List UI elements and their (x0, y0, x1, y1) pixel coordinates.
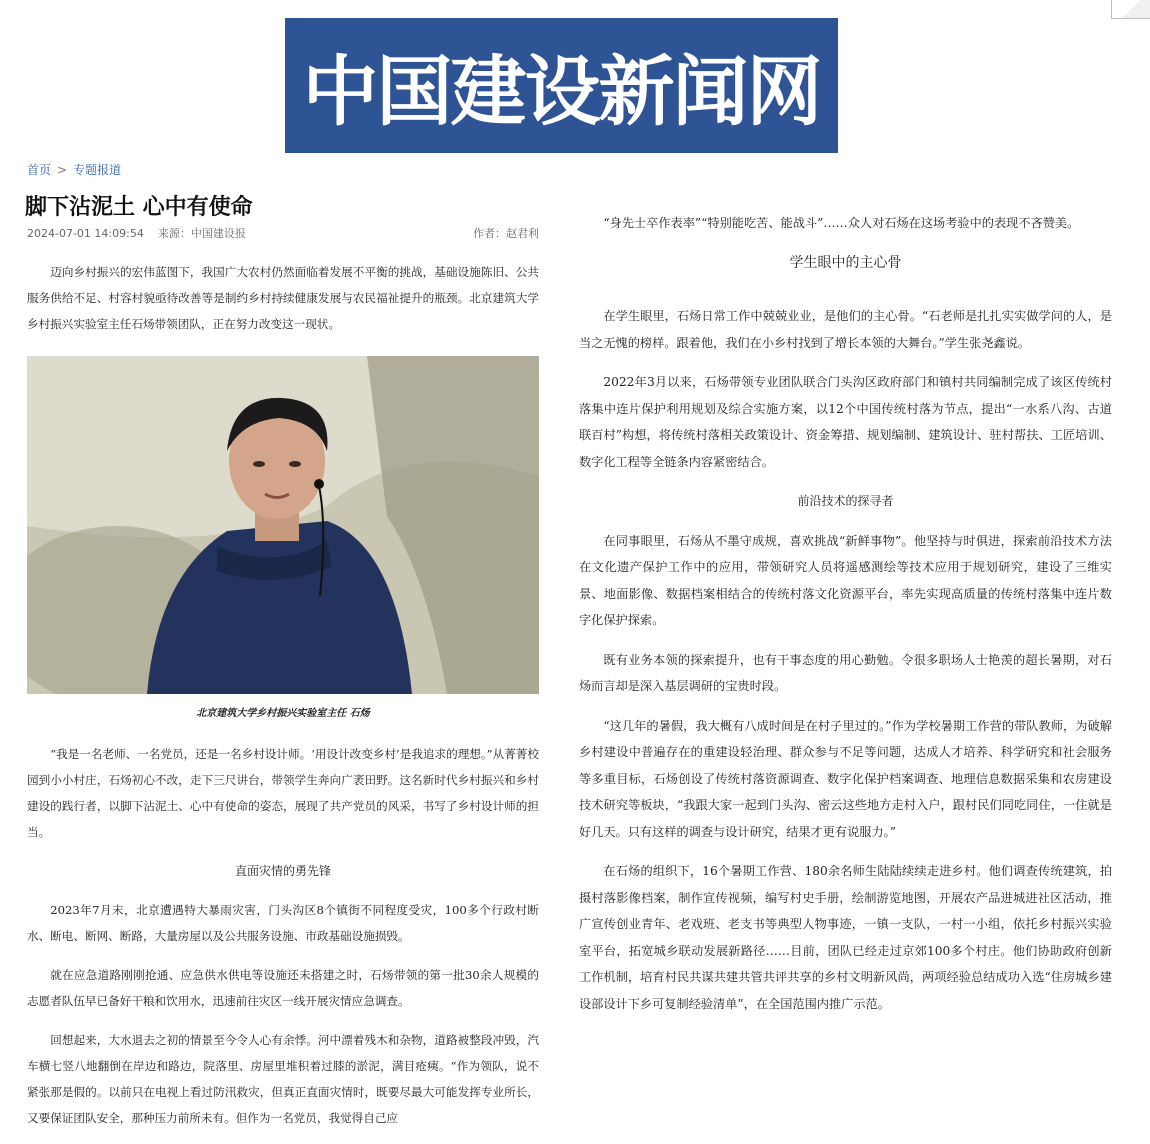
article-source: 来源：中国建设报 (157, 227, 246, 240)
breadcrumb-home-link[interactable]: 首页 (27, 163, 52, 177)
photo-caption: 北京建筑大学乡村振兴实验室主任 石炀 (196, 708, 370, 719)
site-logo-title: 中国建设新闻网 (302, 47, 821, 136)
article-title: 脚下沾泥土 心中有使命 (25, 195, 253, 220)
paragraph: 回想起来，大水退去之初的情景至今令人心有余悸。河中漂着残木和杂物，道路被整段冲毁，汽车横七竖八地翻倒在岸边和路边，院落里、房屋里堆积着过膝的淤泥，满目疮痍。“作为领队，说不紧张那是假的。以前只在电视上看过防汛救灾，但真正直面灾情时，既要尽最大可能发挥专业所长，又要保证团队安全，那种压力前所未有。但作为一名党员，我觉得自己应 (27, 1033, 539, 1125)
portrait-illustration (27, 356, 539, 694)
paragraph: 2023年7月末，北京遭遇特大暴雨灾害，门头沟区8个镇街不同程度受灾，100多个行政村断水、断电、断网、断路，大量房屋以及公共服务设施、市政基础设施损毁。 (27, 903, 539, 943)
paragraph: 既有业务本领的探索提升，也有干事态度的用心勤勉。令很多职场人士艳羡的超长暑期，对石炀而言却是深入基层调研的宝贵时段。 (579, 652, 1112, 693)
paragraph: 在同事眼里，石炀从不墨守成规，喜欢挑战“新鲜事物”。他坚持与时俱进，探索前沿技术方法在文化遗产保护工作中的应用，带领研究人员将遥感测绘等技术应用于规划研究，建设了三维实景、地面影像、数据档案相结合的传统村落文化资源平台，率先实现高质量的传统村落集中连片数字化保护探索。 (579, 533, 1112, 627)
breadcrumb-separator: > (57, 163, 68, 177)
page-corner-fold (1111, 0, 1150, 19)
section-heading: 直面灾情的勇先锋 (234, 864, 331, 878)
paragraph: 迈向乡村振兴的宏伟蓝图下，我国广大农村仍然面临着发展不平衡的挑战，基础设施陈旧、公共服务供给不足、村容村貌亟待改善等是制约乡村持续健康发展与农民福祉提升的瓶颈。北京建筑大学乡村振兴实验室主任石炀带领团队，正在努力改变这一现状。 (27, 265, 539, 331)
article-meta (27, 225, 539, 241)
paragraph: 就在应急道路刚刚抢通、应急供水供电等设施还未搭建之时，石炀带领的第一批30余人规模的志愿者队伍早已备好干粮和饮用水，迅速前往灾区一线开展灾情应急调查。 (27, 968, 539, 1008)
site-banner (285, 18, 838, 153)
paragraph: 2022年3月以来，石炀带领专业团队联合门头沟区政府部门和镇村共同编制完成了该区传统村落集中连片保护利用规划及综合实施方案，以12个中国传统村落为节点，提出“一水系八沟、古道联百村”构想，将传统村落相关政策设计、资金筹措、规划编制、建筑设计、驻村帮扶、工匠培训、数字化工程等全链条内容紧密结合。 (579, 375, 1112, 469)
paragraph: “这几年的暑假，我大概有八成时间是在村子里过的。”作为学校暑期工作营的带队教师，为破解乡村建设中普遍存在的重建设轻治理、群众参与不足等问题，达成人才培养、科学研究和社会服务等多重目标，石炀创设了传统村落资源调查、数字化保护档案调查、地理信息数据采集和农房建设技术研究等板块，“我跟大家一起到门头沟、密云这些地方走村入户，跟村民们同吃同住，一住就是好几天。只有这样的调查与设计研究，结果才更有说服力。” (579, 718, 1112, 839)
breadcrumb-section-link[interactable]: 专题报道 (73, 163, 122, 177)
paragraph: 在石炀的组织下，16个暑期工作营、180余名师生陆陆续续走进乡村。他们调查传统建筑，拍摄村落影像档案，制作宣传视频，编写村史手册，绘制游览地图，开展农产品进城进社区活动，推广宣传创业青年、老戏班、老支书等典型人物事迹，一镇一支队，一村一小组，依托乡村振兴实验室平台，拓宽城乡联动发展新路径……目前，团队已经走过京郊100多个村庄。他们协助政府创新工作机制，培育村民共谋共建共管共评共享的乡村文明新风尚，两项经验总结成功入选“住房城乡建设部设计下乡可复制经验清单”，在全国范围内推广示范。 (579, 864, 1112, 1011)
paragraph: “身先士卒作表率”“特别能吃苦、能战斗”……众人对石炀在这场考验中的表现不吝赞美。 (603, 216, 1080, 230)
right-column (579, 210, 1112, 1030)
paragraph: 在学生眼里，石炀日常工作中兢兢业业，是他们的主心骨。“石老师是扎扎实实做学问的人，是当之无愧的榜样。跟着他，我们在小乡村找到了增长本领的大舞台。”学生张尧鑫说。 (579, 309, 1112, 350)
article-author: 作者：赵君利 (473, 227, 539, 240)
portrait-photo (27, 356, 539, 694)
left-column (27, 259, 539, 1144)
article-datetime: 2024-07-01 14:09:54 (27, 227, 144, 240)
breadcrumb (27, 161, 121, 178)
section-heading: 学生眼中的主心骨 (789, 254, 902, 271)
paragraph: “我是一名老师、一名党员，还是一名乡村设计师。‘用设计改变乡村’是我追求的理想。”从菁菁校园到小小村庄，石炀初心不改，走下三尺讲台，带领学生奔向广袤田野。这名新时代乡村振兴和乡村建设的践行者，以脚下沾泥土、心中有使命的姿态，展现了共产党员的风采，书写了乡村设计师的担当。 (27, 747, 539, 839)
section-heading: 前沿技术的探寻者 (797, 494, 894, 508)
